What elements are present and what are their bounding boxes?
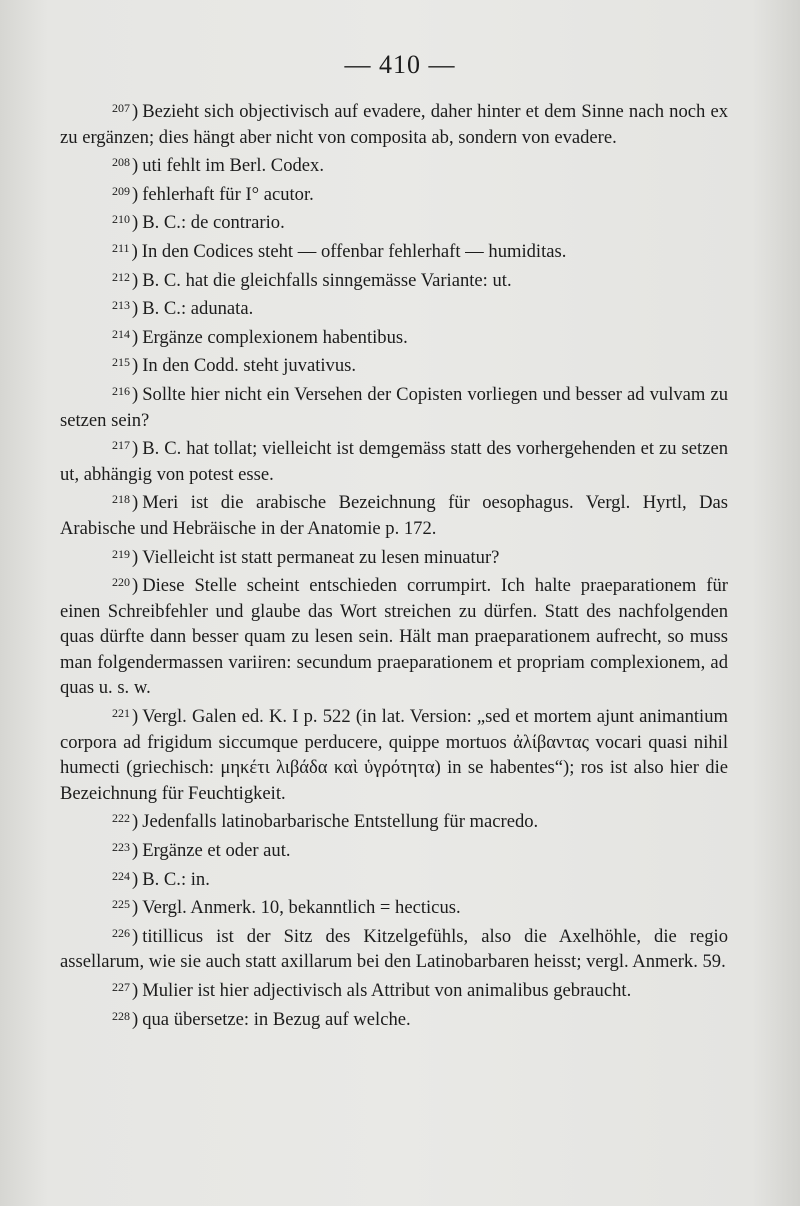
footnote-text: qua übersetze: in Bezug auf welche. (142, 1008, 411, 1030)
footnote (60, 207, 728, 236)
footnote-number: 218 (112, 492, 130, 507)
footnote-paren: ) (132, 183, 139, 205)
footnote-paren: ) (132, 101, 139, 122)
footnote-text: Vergl. Anmerk. 10, bekanntlich = hecticus. (142, 897, 461, 919)
footnote-paren: ) (132, 706, 139, 728)
footnote-text: Meri ist die arabische Bezeichnung für oesophagus. Vergl. Hyrtl, Das Arabische und Hebräische in der Anatomie p. 172. (60, 492, 728, 539)
footnote (60, 96, 728, 150)
footnote-text: In den Codices steht — offenbar fehlerhaft — humiditas. (141, 240, 567, 262)
footnotes-list (60, 96, 728, 1032)
footnote (60, 835, 728, 864)
footnote-text: Bezieht sich objectivisch auf evadere, daher hinter et dem Sinne nach noch ex zu ergänzen; dies hängt aber nicht von composita ab, sondern von evadere. (60, 101, 728, 148)
footnote-number: 220 (112, 575, 130, 590)
footnote (60, 236, 728, 265)
footnote (60, 921, 728, 975)
footnote-number: 221 (112, 706, 130, 721)
footnote-paren: ) (132, 840, 139, 862)
page-number: — 410 — (344, 50, 456, 79)
footnote-text: Vergl. Galen ed. K. I p. 522 (in lat. Version: „sed et mortem ajunt animantium corpora ad frigidum siccumque perducere, quippe mortuos ἀλίβαντας vocari quasi nihil humecti (griechisch: μηκέτι λιβάδα καὶ ὑγρότητα) in se habentes“); ros ist also hier die Bezeichnung für Feuchtigkeit. (60, 706, 728, 804)
footnote-paren: ) (132, 897, 139, 919)
footnote-number: 208 (112, 155, 130, 170)
footnote (60, 379, 728, 433)
footnote-number: 216 (112, 383, 130, 398)
footnote-paren: ) (132, 438, 139, 460)
footnote-number: 223 (112, 840, 130, 855)
footnote (60, 293, 728, 322)
footnote-number: 217 (112, 438, 130, 453)
footnote-text: B. C.: de contrario. (142, 212, 285, 234)
footnote-text: uti fehlt im Berl. Codex. (142, 155, 324, 177)
footnote (60, 433, 728, 487)
footnote-paren: ) (132, 811, 139, 833)
footnote-number: 228 (112, 1008, 130, 1023)
footnote-paren: ) (132, 575, 139, 597)
footnote (60, 806, 728, 835)
footnote (60, 892, 728, 921)
footnote-text: Ergänze complexionem habentibus. (142, 326, 408, 348)
footnote-paren: ) (132, 1008, 139, 1030)
footnote (60, 864, 728, 893)
footnote-paren: ) (132, 355, 139, 377)
footnote-paren: ) (132, 212, 139, 234)
footnote-text: Ergänze et oder aut. (142, 840, 291, 862)
footnote (60, 265, 728, 294)
footnote-text: titillicus ist der Sitz des Kitzelgefühls, also die Axelhöhle, die regio assellarum, wie sie auch statt axillarum bei den Latinobarbaren heisst; vergl. Anmerk. 59. (60, 925, 728, 973)
footnote-paren: ) (132, 155, 139, 177)
footnote-text: B. C. hat die gleichfalls sinngemässe Variante: ut. (142, 269, 512, 291)
footnote-text: Sollte hier nicht ein Versehen der Copisten vorliegen und besser ad vulvam zu setzen sein? (60, 383, 728, 431)
footnote-number: 213 (112, 298, 130, 313)
footnote-number: 215 (112, 355, 130, 370)
footnote-text: Jedenfalls latinobarbarische Entstellung für macredo. (142, 811, 539, 833)
footnote-paren: ) (131, 240, 138, 262)
footnote-text: B. C.: in. (142, 868, 210, 890)
footnote-text: Diese Stelle scheint entschieden corrumpirt. Ich halte praeparationem für einen Schreibfehler und glaube das Wort streichen zu dürfen. Statt des nachfolgenden quas dürfte dann besser quam zu lesen sein. Hält man praeparationem aufrecht, so muss man folgendermassen variiren: secundum praeparationem et propriam complexionem, ad quas u. s. w. (60, 575, 728, 699)
footnote (60, 150, 728, 179)
footnote-number: 226 (112, 925, 130, 940)
footnote-text: B. C. hat tollat; vielleicht ist demgemäss statt des vorhergehenden et zu setzen ut, abhängig von potest esse. (60, 438, 728, 485)
footnote-number: 224 (112, 868, 130, 883)
footnote-text: In den Codd. steht juvativus. (142, 355, 357, 377)
footnote-text: Mulier ist hier adjectivisch als Attribut von animalibus gebraucht. (142, 980, 632, 1001)
footnote-paren: ) (132, 980, 139, 1001)
footnote-number: 209 (112, 183, 130, 198)
footnote-number: 210 (112, 212, 130, 227)
footnote-paren: ) (132, 868, 139, 890)
footnote (60, 322, 728, 351)
footnote-number: 225 (112, 897, 130, 912)
footnote-paren: ) (132, 298, 139, 320)
footnote-text: B. C.: adunata. (142, 298, 254, 320)
footnote-number: 227 (112, 980, 130, 994)
footnote (60, 350, 728, 379)
footnote (60, 975, 728, 1004)
footnote (60, 701, 728, 806)
footnote-text: fehlerhaft für I° acutor. (142, 183, 314, 205)
footnote (60, 1004, 728, 1033)
footnote-number: 219 (112, 546, 130, 561)
footnote (60, 179, 728, 208)
footnote-paren: ) (132, 269, 139, 291)
footnote (60, 570, 728, 701)
footnote-number: 207 (112, 101, 130, 115)
footnote (60, 542, 728, 571)
footnote-number: 212 (112, 269, 130, 284)
footnote-paren: ) (132, 925, 139, 947)
footnote (60, 487, 728, 541)
footnote-paren: ) (132, 383, 139, 405)
footnote-number: 211 (112, 240, 130, 255)
footnote-paren: ) (132, 546, 139, 568)
footnote-paren: ) (132, 326, 139, 348)
footnote-paren: ) (132, 492, 139, 514)
footnote-number: 214 (112, 326, 130, 341)
footnote-text: Vielleicht ist statt permaneat zu lesen minuatur? (142, 546, 500, 568)
footnote-number: 222 (112, 811, 130, 826)
